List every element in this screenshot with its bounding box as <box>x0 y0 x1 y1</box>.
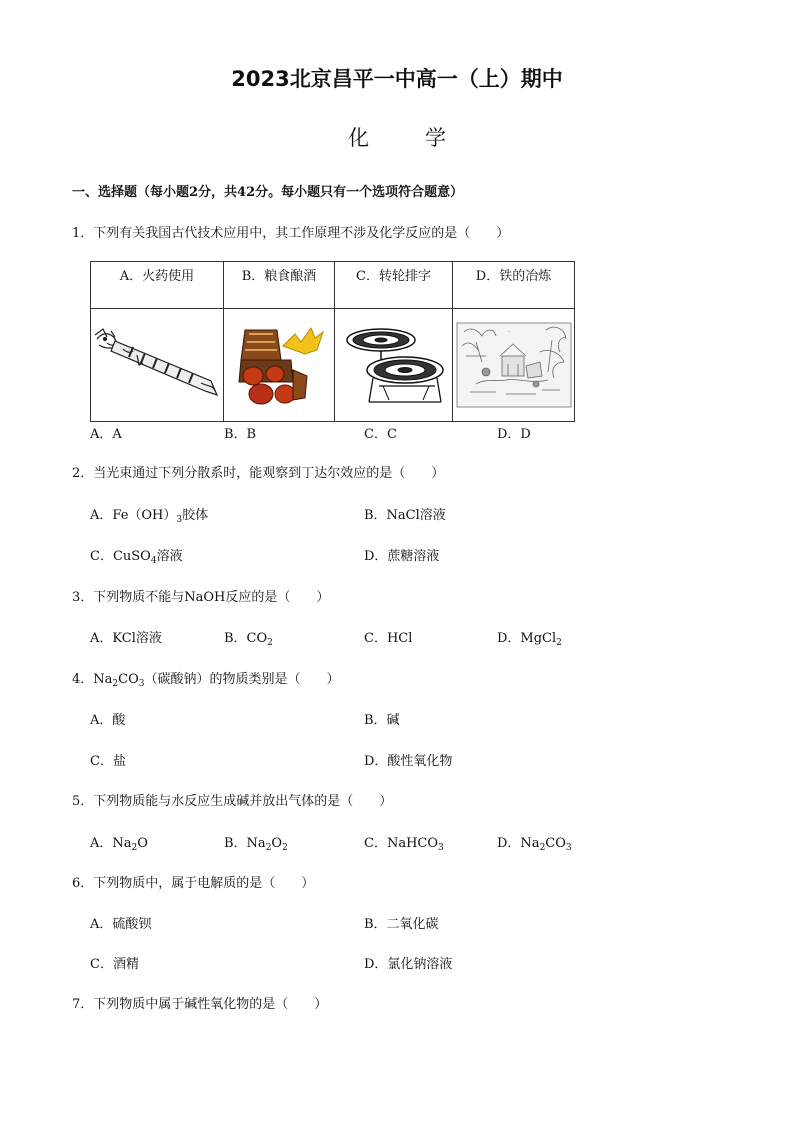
q1-header-c: C．转轮排字 <box>335 262 453 309</box>
question-7-stem: 7．下列物质中属于碱性氧化物的是（ ） <box>72 997 328 1012</box>
q1-header-d: D．铁的冶炼 <box>453 262 575 309</box>
q1-image-b <box>224 309 335 422</box>
q6-option-c[interactable]: C．酒精 <box>90 957 139 972</box>
q6-option-d[interactable]: D．氯化钠溶液 <box>364 957 453 972</box>
q1-option-c[interactable]: C．C <box>364 427 397 442</box>
question-2-stem: 2．当光束通过下列分散系时，能观察到丁达尔效应的是（ ） <box>72 466 445 481</box>
q4-option-d[interactable]: D．酸性氧化物 <box>364 754 453 769</box>
question-3-stem: 3．下列物质不能与NaOH反应的是（ ） <box>72 590 330 605</box>
iron-smelting-icon <box>456 322 572 408</box>
question-1-table <box>90 261 575 422</box>
page-title: 2023北京昌平一中高一（上）期中 <box>231 67 563 91</box>
svg-text:·: · <box>507 329 510 336</box>
subject-char-2: 学 <box>425 126 446 150</box>
q2-option-d[interactable]: D．蔗糖溶液 <box>364 549 440 564</box>
q6-option-a[interactable]: A．硫酸钡 <box>90 917 152 932</box>
q2-option-b[interactable]: B．NaCl溶液 <box>364 508 446 523</box>
q3-option-a[interactable]: A．KCl溶液 <box>90 631 162 646</box>
q2-option-c[interactable]: C．CuSO$_4$溶液 <box>90 549 183 566</box>
q5-option-c[interactable]: C．NaHCO$_3$ <box>364 836 444 853</box>
type-wheel-icon <box>339 320 449 410</box>
q1-option-d[interactable]: D．D <box>497 427 531 442</box>
q6-option-b[interactable]: B．二氧化碳 <box>364 917 439 932</box>
q1-image-d <box>453 309 575 422</box>
q1-option-a[interactable]: A．A <box>90 427 122 442</box>
q1-header-b: B．粮食酿酒 <box>224 262 335 309</box>
q3-option-b[interactable]: B．$CO_2$ <box>224 631 273 648</box>
subject-char-1: 化 <box>348 126 369 150</box>
subject-title <box>0 122 794 152</box>
q4-option-a[interactable]: A．酸 <box>90 713 126 728</box>
fire-lance-icon <box>93 325 221 405</box>
q1-image-c <box>335 309 453 422</box>
q5-option-b[interactable]: B．$Na_2O_2$ <box>224 836 288 853</box>
q4-option-c[interactable]: C．盐 <box>90 754 126 769</box>
q3-option-d[interactable]: D．MgCl$_2$ <box>497 631 562 648</box>
section-heading: 一、选择题（每小题2分，共42分。每小题只有一个选项符合题意） <box>72 185 464 200</box>
question-4-stem: 4．$Na_2CO_3$（碳酸钠）的物质类别是（ ） <box>72 672 340 689</box>
q1-option-b[interactable]: B．B <box>224 427 257 442</box>
q1-header-a: A．火药使用 <box>91 262 224 309</box>
q1-image-a <box>91 309 224 422</box>
q5-option-a[interactable]: A．$Na_2O$ <box>90 836 148 853</box>
q3-option-c[interactable]: C．HCl <box>364 631 413 646</box>
q5-option-d[interactable]: D．$Na_2CO_3$ <box>497 836 572 853</box>
q4-option-b[interactable]: B．碱 <box>364 713 400 728</box>
question-1-stem: 1．下列有关我国古代技术应用中，其工作原理不涉及化学反应的是（ ） <box>72 226 510 241</box>
q2-option-a[interactable]: A．$Fe(OH)_3$胶体 <box>90 508 209 525</box>
question-5-stem: 5．下列物质能与水反应生成碱并放出气体的是（ ） <box>72 794 393 809</box>
question-6-stem: 6．下列物质中，属于电解质的是（ ） <box>72 876 315 891</box>
wine-jars-icon <box>231 320 327 410</box>
